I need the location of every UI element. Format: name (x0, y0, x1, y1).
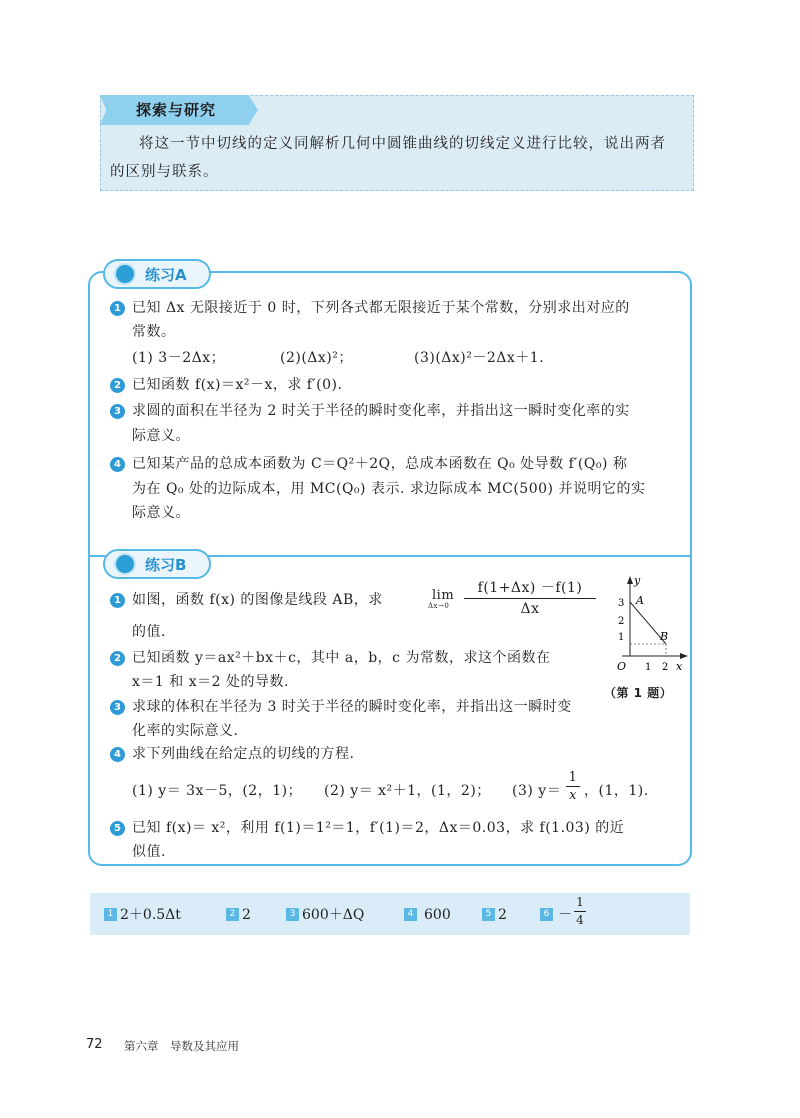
fraction-bar (574, 911, 586, 912)
y-tick: 2 (618, 616, 625, 627)
a4-line3: 际意义。 (132, 505, 190, 521)
answer-badge: 1 (104, 908, 117, 921)
a4-line1: 已知某产品的总成本函数为 C＝Q²＋2Q，总成本函数在 Q₀ 处导数 f′(Q₀) 称 (132, 456, 628, 472)
a1-sub3: (3)(Δx)²－2Δx＋1. (414, 350, 545, 366)
line-segment-figure (604, 574, 690, 684)
item-number: 2 (110, 378, 125, 393)
answer-value: 600＋ΔQ (302, 907, 365, 923)
a1-sub2: (2)(Δx)²； (280, 350, 353, 366)
chapter-title: 第六章 导数及其应用 (124, 1039, 239, 1053)
answer-value-prefix: － (558, 907, 572, 923)
b1-frac-den: Δx (520, 601, 540, 617)
item-number: 3 (110, 700, 125, 715)
figure-caption: （第 1 题） (604, 686, 673, 700)
b3-line2: 化率的实际意义. (132, 723, 239, 739)
item-number: 2 (110, 651, 125, 666)
x-label: x (676, 660, 683, 673)
answer-value: 600 (424, 907, 451, 923)
b4-line1: 求下列曲线在给定点的切线的方程. (132, 746, 355, 762)
item-number: 4 (110, 747, 125, 762)
b2-line1: 已知函数 y＝ax²＋bx＋c，其中 a，b，c 为常数，求这个函数在 (132, 650, 551, 666)
point-b-label: B (660, 630, 669, 643)
a3-line1: 求圆的面积在半径为 2 时关于半径的瞬时变化率，并指出这一瞬时变化率的实 (132, 403, 630, 419)
exercise-a-label: 练习A (145, 266, 187, 284)
globe-icon (114, 263, 136, 285)
answer-value: 2＋0.5Δt (120, 907, 181, 923)
explore-title: 探索与研究 (136, 101, 217, 119)
answer-badge: 3 (286, 908, 299, 921)
a2-line1: 已知函数 f(x)＝x²－x，求 f′(0). (132, 377, 343, 393)
x-axis-arrow (680, 653, 688, 659)
a1-sub1: (1) 3－2Δx； (132, 350, 226, 366)
answer-fraction-den: 4 (576, 913, 584, 927)
answer-value: 2 (242, 907, 251, 923)
answer-badge: 4 (404, 908, 417, 921)
a1-line1: 已知 Δx 无限接近于 0 时，下列各式都无限接近于某个常数，分别求出对应的 (132, 300, 630, 316)
b1-frac-num: f(1+Δx) －f(1) (477, 580, 583, 596)
b2-line2: x＝1 和 x＝2 处的导数. (132, 674, 289, 690)
b4-sub3-num: 1 (568, 770, 578, 785)
y-label: y (634, 574, 641, 587)
item-number: 3 (110, 404, 125, 419)
y-axis-arrow (627, 576, 633, 584)
explore-text: 将这一节中切线的定义同解析几何中圆锥曲线的切线定义进行比较，说出两者的区别与联系。 (110, 136, 666, 180)
y-tick: 1 (618, 632, 625, 643)
b5-line2: 似值. (132, 844, 166, 860)
answer-badge: 6 (540, 908, 553, 921)
answer-value: 2 (498, 907, 507, 923)
b4-sub3-post: ，(1，1). (584, 783, 649, 799)
b4-sub2: (2) y＝ x²＋1，(1，2)； (324, 783, 491, 799)
page-number: 72 (86, 1037, 103, 1052)
origin-label: O (617, 660, 627, 673)
b1-line2: 的值. (132, 624, 166, 640)
answer-fraction-num: 1 (576, 895, 584, 909)
b1-lim-sub: Δx→0 (428, 602, 450, 610)
a4-line2: 为在 Q₀ 处的边际成本，用 MC(Q₀) 表示. 求边际成本 MC(500) 并说明它的实 (132, 481, 646, 497)
item-number: 1 (110, 301, 125, 316)
b1-line1: 如图，函数 f(x) 的图像是线段 AB，求 (132, 592, 383, 608)
b3-line1: 求球的体积在半径为 3 时关于半径的瞬时变化率，并指出这一瞬时变 (132, 699, 572, 715)
item-number: 4 (110, 457, 125, 472)
y-tick: 3 (618, 598, 625, 609)
b1-lim: lim (432, 588, 455, 603)
a3-line2: 际意义。 (132, 428, 190, 444)
answer-badge: 2 (226, 908, 239, 921)
x-tick: 2 (662, 662, 669, 673)
b4-sub3-pre: (3) y＝ (512, 783, 562, 799)
item-number: 5 (110, 821, 125, 836)
b4-sub1: (1) y＝ 3x－5，(2，1)； (132, 783, 303, 799)
b5-line1: 已知 f(x)＝ x²，利用 f(1)＝1²＝1，f′(1)＝2，Δx＝0.03，求 f(1.03) 的近 (132, 820, 625, 836)
b4-sub3-den: x (569, 788, 577, 803)
item-number: 1 (110, 593, 125, 608)
a1-line2: 常数。 (132, 324, 176, 340)
point-a-label: A (636, 594, 644, 607)
x-tick: 1 (645, 662, 652, 673)
fraction-bar (566, 786, 580, 787)
globe-icon (114, 553, 136, 575)
answer-badge: 5 (482, 908, 495, 921)
exercise-b-label: 练习B (145, 556, 187, 574)
